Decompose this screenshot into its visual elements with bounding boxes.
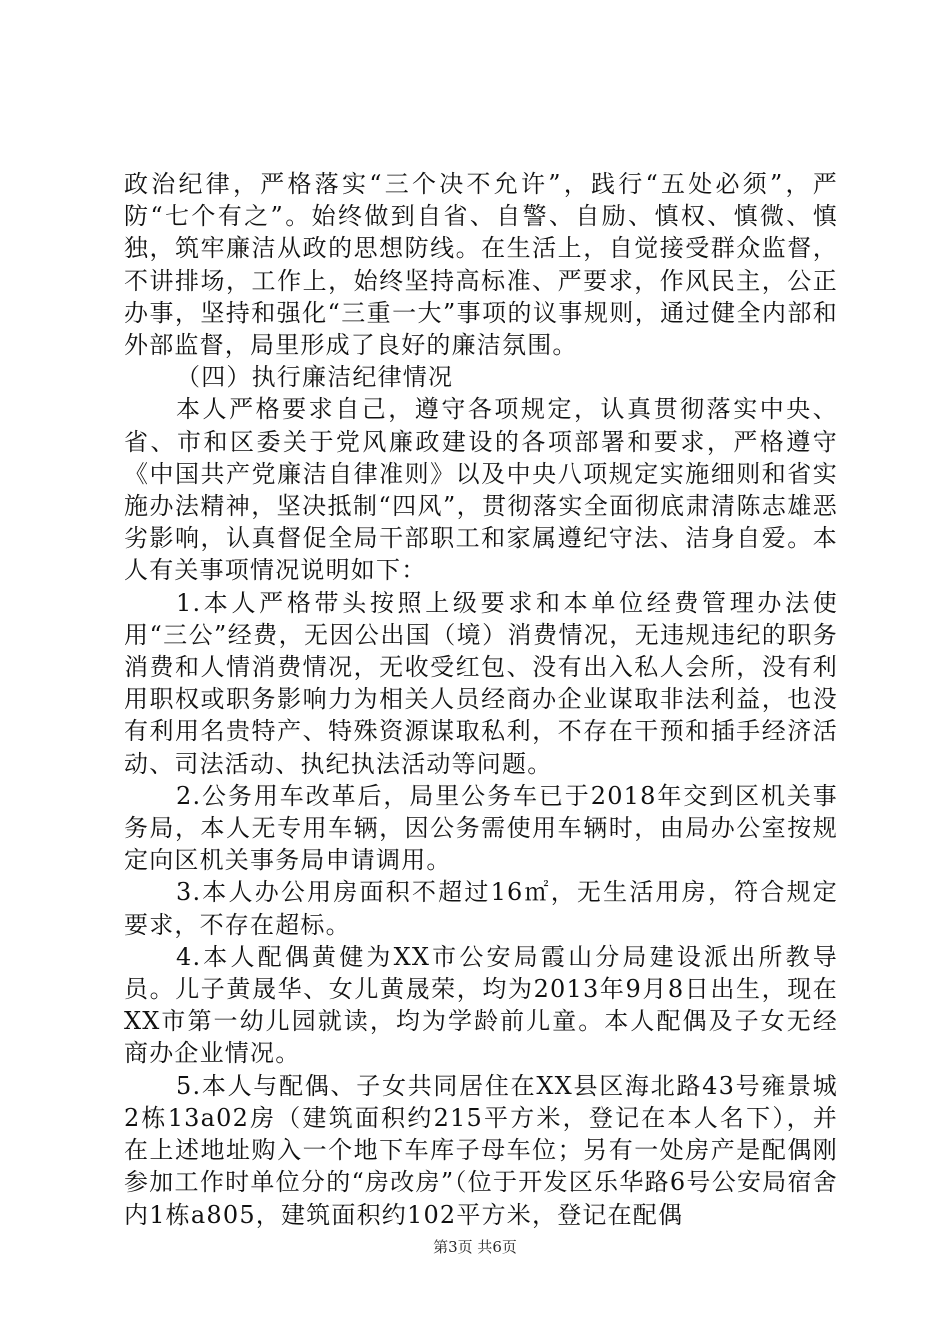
paragraph-political-discipline: 政治纪律，严格落实“三个决不允许”，践行“五处必须”，严防“七个有之”。始终做到自省、自警、自励、慎权、慎微、慎独，筑牢廉洁从政的思想防线。在生活上，自觉接受群众监督，不讲排场，工作上，始终坚持高标准、严要求，作风民主，公正办事，坚持和强化“三重一大”事项的议事规则，通过健全内部和外部监督，局里形成了良好的廉洁氛围。	[124, 170, 838, 360]
document-body	[124, 168, 838, 1231]
section-heading-integrity-discipline: （四）执行廉洁纪律情况	[176, 363, 454, 392]
paragraph-item-5-housing: 5.本人与配偶、子女共同居住在XX县区海北路43号雍景城2栋13a02房（建筑面积约215平方米，登记在本人名下），并在上述地址购入一个地下车库子母车位；另有一处房产是配偶刚参加工作时单位分的“房改房”（位于开发区乐华路6号公安局宿舍内1栋a805，建筑面积约102平方米，登记在配偶	[124, 1071, 838, 1229]
page-number-footer: 第3页 共6页	[433, 1238, 517, 1256]
paragraph-self-discipline: 本人严格要求自己，遵守各项规定，认真贯彻落实中央、省、市和区委关于党风廉政建设的各项部署和要求，严格遵守《中国共产党廉洁自律准则》以及中央八项规定实施细则和省实施办法精神，坚决抵制“四风”，贯彻落实全面彻底肃清陈志雄恶劣影响，认真督促全局干部职工和家属遵纪守法、洁身自爱。本人有关事项情况说明如下：	[124, 395, 838, 585]
paragraph-item-4-family: 4.本人配偶黄健为XX市公安局霞山分局建设派出所教导员。儿子黄晟华、女儿黄晟荣，均为2013年9月8日出生，现在XX市第一幼儿园就读，均为学龄前儿童。本人配偶及子女无经商办企业情况。	[124, 942, 838, 1068]
paragraph-item-1-expenses: 1.本人严格带头按照上级要求和本单位经费管理办法使用“三公”经费，无因公出国（境）消费情况，无违规违纪的职务消费和人情消费情况，无收受红包、没有出入私人会所，没有利用职权或职务影响力为相关人员经商办企业谋取非法利益，也没有利用名贵特产、特殊资源谋取私利，不存在干预和插手经济活动、司法活动、执纪执法活动等问题。	[124, 588, 838, 778]
paragraph-item-3-office-space: 3.本人办公用房面积不超过16㎡，无生活用房，符合规定要求，不存在超标。	[124, 878, 838, 939]
paragraph-item-2-official-vehicle: 2.公务用车改革后，局里公务车已于2018年交到区机关事务局，本人无专用车辆，因公务需使用车辆时，由局办公室按规定向区机关事务局申请调用。	[124, 781, 838, 875]
